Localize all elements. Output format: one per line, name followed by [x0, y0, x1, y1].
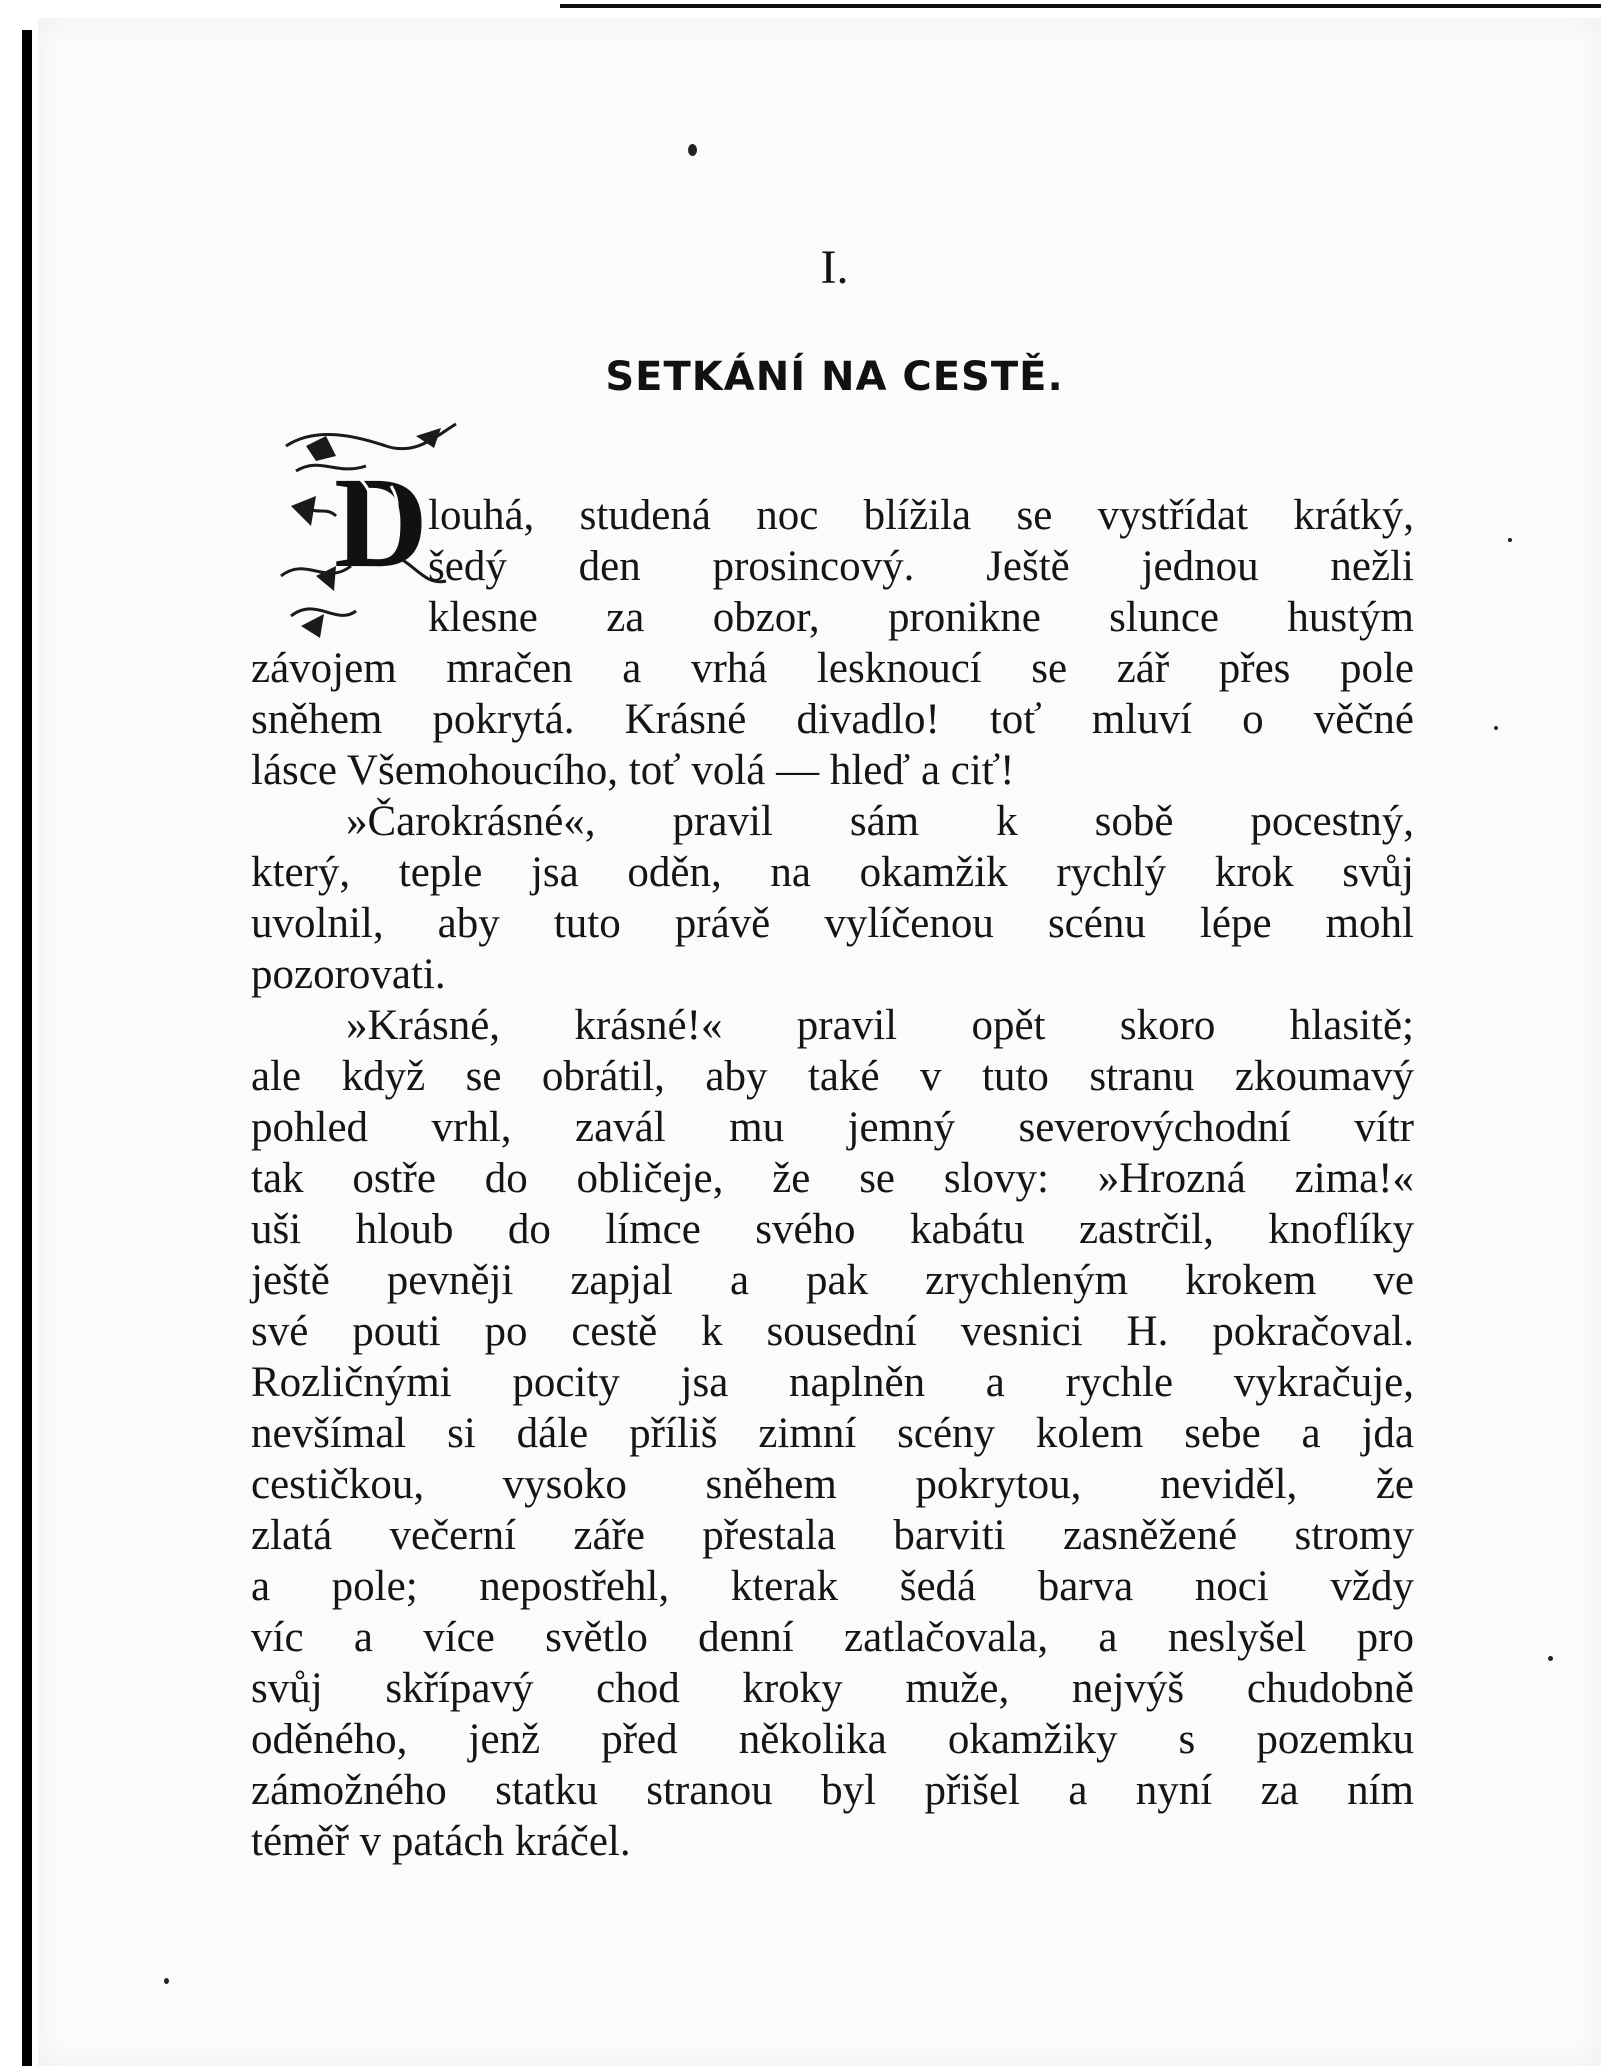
text-line: oděného, jenž před několika okamžiky s pozemku: [251, 1716, 1414, 1763]
text-line: šedý den prosincový. Ještě jednou nežli: [428, 543, 1414, 590]
ink-speck: [1548, 1656, 1553, 1661]
text-line: víc a více světlo denní zatlačovala, a neslyšel pro: [251, 1614, 1414, 1661]
text-line: ale když se obrátil, aby také v tuto stranu zkoumavý: [251, 1053, 1414, 1100]
ink-speck: [1494, 726, 1498, 730]
text-line: lásce Všemohoucího, toť volá — hleď a ciť!: [251, 747, 1015, 794]
chapter-title: SETKÁNÍ NA CESTĚ.: [605, 354, 1064, 400]
text-line: cestičkou, vysoko sněhem pokrytou, neviděl, že: [251, 1461, 1414, 1508]
book-spine-edge: [0, 0, 38, 2066]
text-line: který, teple jsa oděn, na okamžik rychlý krok svůj: [251, 849, 1414, 896]
text-line: uši hloub do límce svého kabátu zastrčil, knoflíky: [251, 1206, 1414, 1253]
text-line: a pole; nepostřehl, kterak šedá barva noci vždy: [251, 1563, 1414, 1610]
text-line: závojem mračen a vrhá lesknoucí se zář přes pole: [251, 645, 1414, 692]
text-line: svůj skřípavý chod kroky muže, nejvýš chudobně: [251, 1665, 1414, 1712]
scan-top-edge: [0, 0, 1601, 18]
book-page: [38, 18, 1601, 2066]
chapter-number: I.: [820, 241, 849, 294]
text-line: »Krásné, krásné!« pravil opět skoro hlasitě;: [346, 1002, 1414, 1049]
text-line: zlatá večerní záře přestala barviti zasněžené stromy: [251, 1512, 1414, 1559]
ink-speck: [688, 144, 697, 156]
text-line: téměř v patách kráčel.: [251, 1818, 631, 1865]
text-line: sněhem pokrytá. Krásné divadlo! toť mluví o věčné: [251, 696, 1414, 743]
text-line: své pouti po cestě k sousední vesnici H. pokračoval.: [251, 1308, 1414, 1355]
text-line: tak ostře do obličeje, že se slovy: »Hrozná zima!«: [251, 1155, 1414, 1202]
ink-speck: [164, 1978, 169, 1984]
text-line: pozorovati.: [251, 951, 446, 998]
text-line: »Čarokrásné«, pravil sám k sobě pocestný,: [346, 798, 1414, 845]
text-line: zámožného statku stranou byl přišel a nyní za ním: [251, 1767, 1414, 1814]
initial-letter: D: [334, 451, 428, 595]
text-line: louhá, studená noc blížila se vystřídat krátký,: [428, 492, 1414, 539]
text-line: uvolnil, aby tuto právě vylíčenou scénu lépe mohl: [251, 900, 1414, 947]
text-line: nevšímal si dále příliš zimní scény kolem sebe a jda: [251, 1410, 1414, 1457]
ink-speck: [1508, 538, 1512, 542]
text-line: pohled vrhl, zavál mu jemný severovýchodní vítr: [251, 1104, 1414, 1151]
body-text: [251, 490, 1414, 1867]
text-line: Rozličnými pocity jsa naplněn a rychle vykračuje,: [251, 1359, 1414, 1406]
text-line: ještě pevněji zapjal a pak zrychleným krokem ve: [251, 1257, 1414, 1304]
text-line: klesne za obzor, pronikne slunce hustým: [428, 594, 1414, 641]
